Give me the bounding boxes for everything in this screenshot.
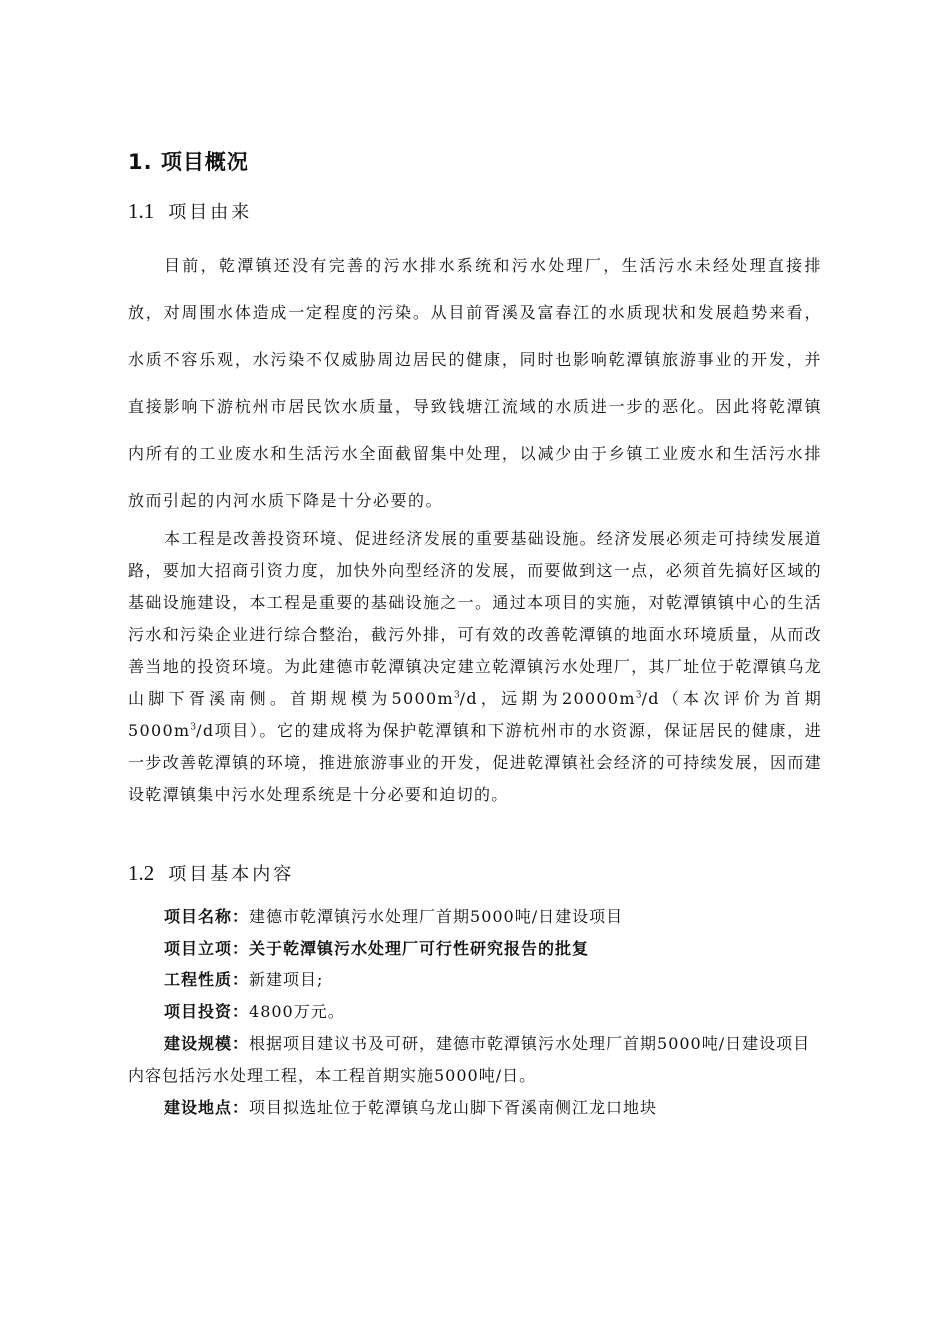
heading-title: 项目基本内容 bbox=[168, 864, 295, 885]
field-value: 项目拟选址位于乾潭镇乌龙山脚下胥溪南侧江龙口地块 bbox=[249, 1098, 658, 1117]
superscript: 3 bbox=[635, 690, 642, 701]
field-value: 建德市乾潭镇污水处理厂首期5000吨/日建设项目 bbox=[249, 907, 624, 926]
paragraph-importance bbox=[128, 523, 822, 811]
heading-number: 1.1 bbox=[128, 199, 155, 223]
project-nature-row bbox=[128, 964, 822, 996]
section-heading-1-1 bbox=[128, 198, 252, 224]
field-value: 根据项目建议书及可研，建德市乾潭镇污水处理厂首期5000吨/日建设项目内容包括污水处理工程，本工程首期实施5000吨/日。 bbox=[128, 1034, 811, 1085]
field-label: 工程性质： bbox=[164, 970, 250, 989]
paragraph-text: /d项目）。它的建成将为保护乾潭镇和下游杭州市的水资源，保证居民的健康，进一步改善乾潭镇的环境，推进旅游事业的开发，促进乾潭镇社会经济的可持续发展，因而建设乾潭镇集中污水处理系统是十分必要和迫切的。 bbox=[128, 721, 822, 804]
heading-number: 1.2 bbox=[128, 861, 155, 885]
superscript: 3 bbox=[190, 722, 197, 733]
project-approval-row bbox=[128, 933, 822, 965]
field-value: 新建项目; bbox=[249, 970, 324, 989]
section-heading-1: 1. 项目概况 bbox=[128, 150, 249, 174]
heading-title: 项目由来 bbox=[168, 202, 253, 223]
section-heading-1-2 bbox=[128, 860, 294, 886]
paragraph-background: 目前，乾潭镇还没有完善的污水排水系统和污水处理厂，生活污水未经处理直接排放，对周围水体造成一定程度的污染。从目前胥溪及富春江的水质现状和发展趋势来看，水质不容乐观，水污染不仅威胁周边居民的健康，同时也影响乾潭镇旅游事业的开发，并直接影响下游杭州市居民饮水质量，导致钱塘江流域的水质进一步的恶化。因此将乾潭镇内所有的工业废水和生活污水全面截留集中处理，以减少由于乡镇工业废水和生活污水排放而引起的内河水质下降是十分必要的。 bbox=[128, 256, 822, 510]
field-label: 建设地点： bbox=[164, 1098, 250, 1117]
paragraph-text: /d（本次评价为首期5000m bbox=[128, 689, 822, 740]
field-value: 4800万元。 bbox=[249, 1002, 345, 1021]
field-label: 项目投资： bbox=[164, 1002, 250, 1021]
field-value: 关于乾潭镇污水处理厂可行性研究报告的批复 bbox=[249, 939, 590, 958]
project-investment-row bbox=[128, 996, 822, 1028]
project-scale-row bbox=[128, 1028, 822, 1092]
superscript: 3 bbox=[453, 690, 460, 701]
paragraph-text: 本工程是改善投资环境、促进经济发展的重要基础设施。经济发展必须走可持续发展道路，要加大招商引资力度，加快外向型经济的发展，而要做到这一点，必须首先搞好区域的基础设施建设，本工程是重要的基础设施之一。通过本项目的实施，对乾潭镇镇中心的生活污水和污染企业进行综合整治，截污外排，可有效的改善乾潭镇的地面水环境质量，从而改善当地的投资环境。为此建德市乾潭镇决定建立乾潭镇污水处理厂，其厂址位于乾潭镇乌龙山脚下胥溪南侧。首期规模为5000m bbox=[128, 529, 822, 708]
field-label: 项目立项： bbox=[164, 939, 250, 958]
project-location-row bbox=[128, 1092, 822, 1124]
field-label: 建设规模： bbox=[164, 1034, 250, 1053]
paragraph-text: /d，远期为20000m bbox=[459, 689, 636, 708]
field-label: 项目名称： bbox=[164, 907, 250, 926]
project-name-row bbox=[128, 901, 822, 933]
